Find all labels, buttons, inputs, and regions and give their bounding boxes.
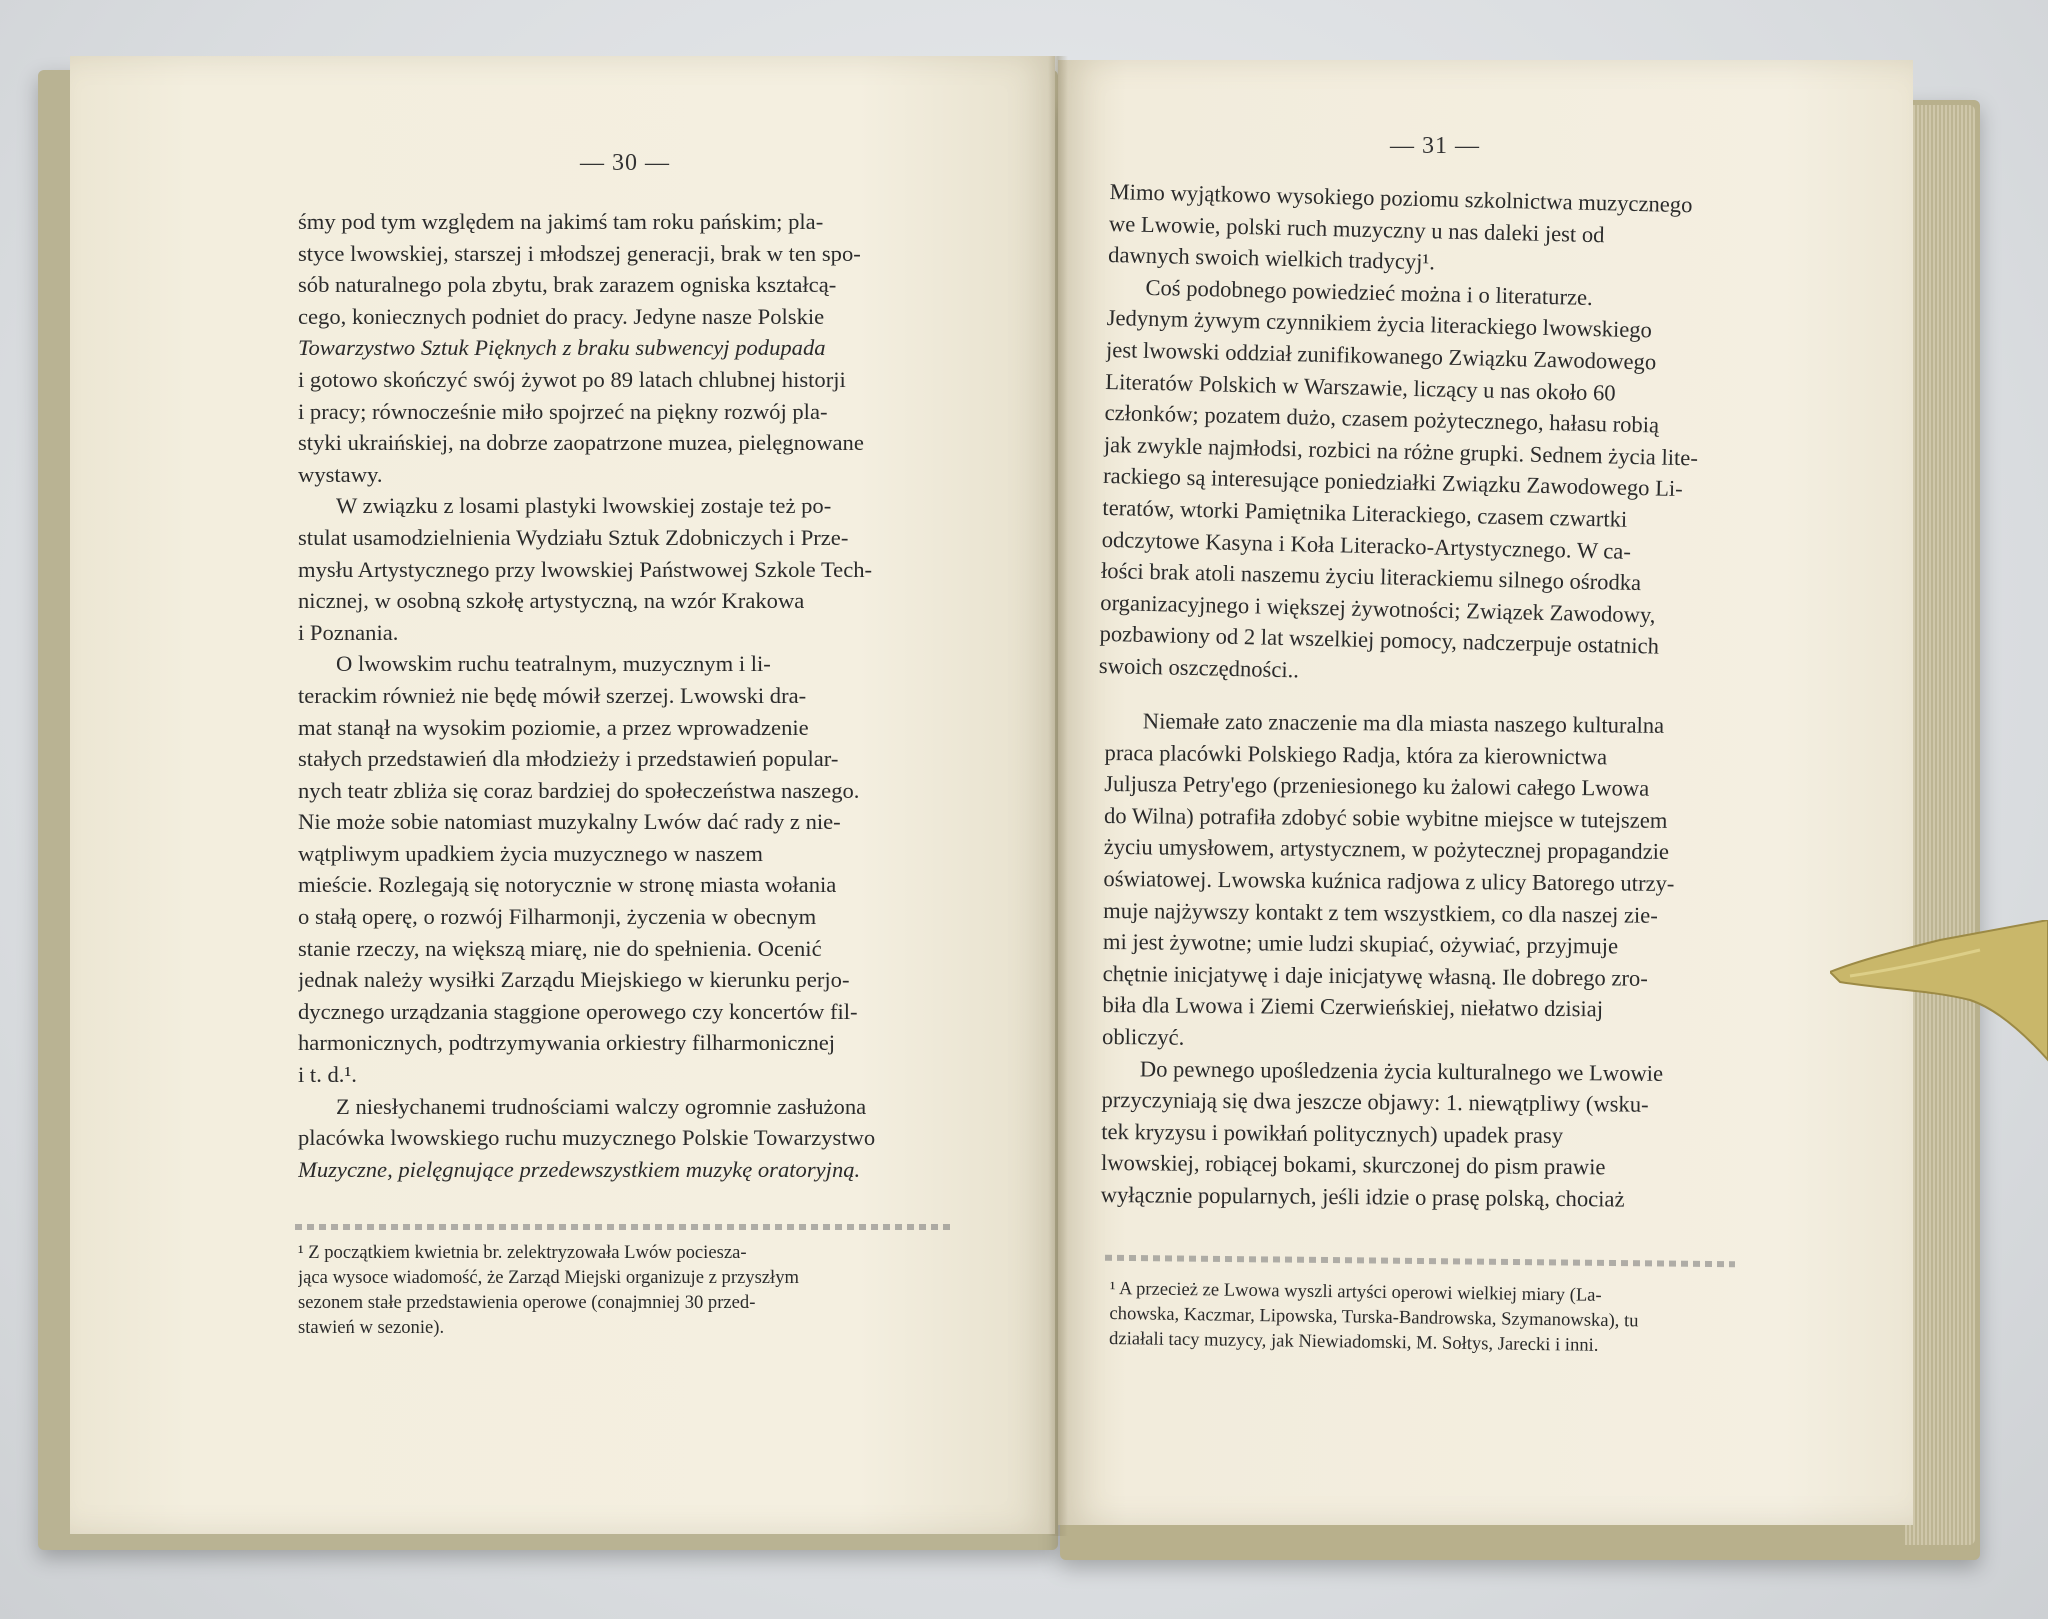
footnote-line: sezonem stałe przedstawienia operowe (conajmniej 30 przed- <box>298 1292 756 1313</box>
text-line: praca placówki Polskiego Radja, która za kierownictwa <box>1104 739 1608 769</box>
text-line: jest lwowski oddział zunifikowanego Związku Zawodowego <box>1105 336 1657 375</box>
footnote-line: działali tacy muzycy, jak Niewiadomski, M. Sołtys, Jarecki i inni. <box>1108 1327 1599 1356</box>
text-line: członków; pozatem dużo, czasem pożytecznego, hałasu robią <box>1104 400 1660 438</box>
text-line: sób naturalnego pola zbytu, brak zarazem ogniska kształcą- <box>298 272 837 298</box>
book-gutter <box>1048 56 1068 1536</box>
text-line: teratów, wtorki Pamiętnika Literackiego, czasem czwartki <box>1102 494 1628 532</box>
text-line: i t. d.¹. <box>298 1062 357 1088</box>
text-line: mat stanął na wysokim poziomie, a przez wprowadzenie <box>298 714 809 740</box>
text-line: rackiego są interesujące poniedziałki Związku Zawodowego Li- <box>1102 463 1684 502</box>
text-line: Do pewnego upośledzenia życia kulturalnego we Lwowie <box>1139 1055 1664 1086</box>
text-line: wyłącznie popularnych, jeśli idzie o prasę polską, chociaż <box>1100 1181 1625 1212</box>
text-line: terackim również nie będę mówił szerzej. Lwowski dra- <box>298 682 807 708</box>
text-line: nicznej, w osobną szkołę artystyczną, na wzór Krakowa <box>298 588 805 614</box>
text-line: nych teatr zbliża się coraz bardziej do społeczeństwa naszego. <box>298 777 860 803</box>
text-line: oświatowej. Lwowska kuźnica radjowa z ulicy Batorego utrzy- <box>1103 865 1675 896</box>
bookmark-ribbon <box>1830 920 2048 1090</box>
page-number-right: — 31 — <box>1390 133 1480 159</box>
text-line: odczytowe Kasyna i Koła Literacko-Artystycznego. W ca- <box>1101 526 1632 564</box>
text-line: swoich oszczędności.. <box>1098 652 1300 683</box>
text-line: jednak należy wysiłki Zarządu Miejskiego w kierunku perjo- <box>298 967 850 993</box>
text-line: i Poznania. <box>298 619 399 645</box>
text-line: mieście. Rozlegają się notorycznie w stronę miasta wołania <box>298 872 837 898</box>
text-line: lwowskiej, robiącej bokami, skurczonej do pism prawie <box>1100 1150 1606 1180</box>
left-page-body <box>298 206 958 1185</box>
text-line: wystawy. <box>298 461 383 487</box>
left-page-footnote <box>298 1240 958 1340</box>
text-line: organizacyjnego i większej żywotności; Związek Zawodowy, <box>1100 589 1656 628</box>
text-line: harmonicznych, podtrzymywania orkiestry filharmonicznej <box>298 1030 836 1056</box>
text-line: o stałą operę, o rozwój Filharmonji, życzenia w obecnym <box>298 904 817 930</box>
text-line: obliczyć. <box>1101 1023 1185 1050</box>
text-line: mysłu Artystycznego przy lwowskiej Państwowej Szkole Tech- <box>298 556 873 582</box>
right-page-body-top <box>1099 176 1730 695</box>
text-line: W związku z losami plastyki lwowskiej zostaje też po- <box>336 493 832 519</box>
text-line: Towarzystwo Sztuk Pięknych z braku subwencyj podupada <box>298 335 826 361</box>
text-line: we Lwowie, polski ruch muzyczny u nas daleki jest od <box>1108 210 1605 247</box>
text-line: biła dla Lwowa i Ziemi Czerwieńskiej, niełatwo dzisiaj <box>1102 992 1604 1022</box>
text-line: Z niesłychanemi trudnościami walczy ogromnie zasłużona <box>336 1093 867 1119</box>
text-line: jak zwykle najmłodsi, rozbici na różne grupki. Sednem życia lite- <box>1103 431 1699 471</box>
footnote-line: ¹ A przecież ze Lwowa wyszli artyści operowi wielkiej miary (La- <box>1109 1277 1602 1306</box>
text-line: Muzyczne, pielęgnujące przedewszystkiem muzykę oratoryjną. <box>298 1156 861 1182</box>
text-line: stanie rzeczy, na większą miarę, nie do spełnienia. Ocenić <box>298 935 822 961</box>
text-line: stałych przedstawień dla młodzieży i przedstawień popular- <box>298 746 839 772</box>
footnote-line: jąca wysoce wiadomość, że Zarząd Miejski organizuje z przyszłym <box>298 1267 799 1288</box>
text-line: przyczyniają się dwa jeszcze objawy: 1. niewątpliwy (wsku- <box>1101 1087 1649 1117</box>
text-line: stulat usamodzielnienia Wydziału Sztuk Zdobniczych i Prze- <box>298 524 849 550</box>
page-number-left: — 30 — <box>580 150 670 176</box>
footnote-divider-left <box>295 1224 955 1230</box>
right-page-footnote <box>1109 1276 1740 1360</box>
page-edges-right <box>1905 105 1975 1545</box>
text-line: Niemałe zato znaczenie ma dla miasta naszego kulturalna <box>1142 708 1665 738</box>
text-line: chętnie inicjatywę i daje inicjatywę własną. Ile dobrego zro- <box>1102 960 1648 991</box>
text-line: łości brak atoli naszemu życiu literackiemu silnego ośrodka <box>1100 558 1642 596</box>
text-line: O lwowskim ruchu teatralnym, muzycznym i li- <box>336 651 771 677</box>
text-line: życiu umysłowem, artystycznem, w pożytecznej propagandzie <box>1103 834 1670 865</box>
text-line: styce lwowskiej, starszej i młodszej generacji, brak w ten spo- <box>298 240 861 266</box>
text-line: placówka lwowskiego ruchu muzycznego Polskie Towarzystwo <box>298 1125 876 1151</box>
footnote-line: ¹ Z początkiem kwietnia br. zelektryzowała Lwów pociesza- <box>298 1242 747 1263</box>
text-line: pozbawiony od 2 lat wszelkiej pomocy, nadczerpuje ostatnich <box>1099 621 1660 659</box>
text-line: Literatów Polskich w Warszawie, liczący u nas około 60 <box>1105 368 1616 406</box>
text-line: śmy pod tym względem na jakimś tam roku pańskim; pla- <box>298 209 824 234</box>
text-line: muje najżywszy kontakt z tem wszystkiem, co dla naszej zie- <box>1103 897 1658 928</box>
footnote-line: stawień w sezonie). <box>298 1317 445 1338</box>
text-line: i pracy; równocześnie miło spojrzeć na piękny rozwój pla- <box>298 398 828 424</box>
text-line: Nie może sobie natomiast muzykalny Lwów dać rady z nie- <box>298 809 841 835</box>
text-line: do Wilna) potrafiła zdobyć sobie wybitne miejsce w tutejszem <box>1103 802 1668 833</box>
text-line: mi jest żywotne; umie ludzi skupiać, ożywiać, przyjmuje <box>1102 929 1619 959</box>
text-line: Mimo wyjątkowo wysokiego poziomu szkolnictwa muzycznego <box>1109 178 1693 218</box>
text-line: wątpliwym upadkiem życia muzycznego w naszem <box>298 840 763 866</box>
text-line: cego, koniecznych podniet do pracy. Jedyne nasze Polskie <box>298 303 825 329</box>
text-line: Coś podobnego powiedzieć można i o literaturze. <box>1145 274 1594 310</box>
text-line: i gotowo skończyć swój żywot po 89 latach chlubnej historji <box>298 366 846 392</box>
text-line: Juljusza Petry'ego (przeniesionego ku żalowi całego Lwowa <box>1104 771 1650 801</box>
text-line: Jedynym żywym czynnikiem życia literackiego lwowskiego <box>1106 305 1653 343</box>
text-line: styki ukraińskiej, na dobrze zaopatrzone muzea, pielęgnowane <box>298 430 864 456</box>
footnote-line: chowska, Kaczmar, Lipowska, Turska-Bandrowska, Szymanowska), tu <box>1109 1302 1639 1332</box>
text-line: tek kryzysu i powikłań politycznych) upadek prasy <box>1101 1118 1564 1148</box>
text-line: dawnych swoich wielkich tradycyj¹. <box>1107 242 1436 275</box>
text-line: dycznego urządzania staggione operowego czy koncertów fil- <box>298 998 858 1024</box>
right-page-body-bottom <box>1101 705 1735 1216</box>
